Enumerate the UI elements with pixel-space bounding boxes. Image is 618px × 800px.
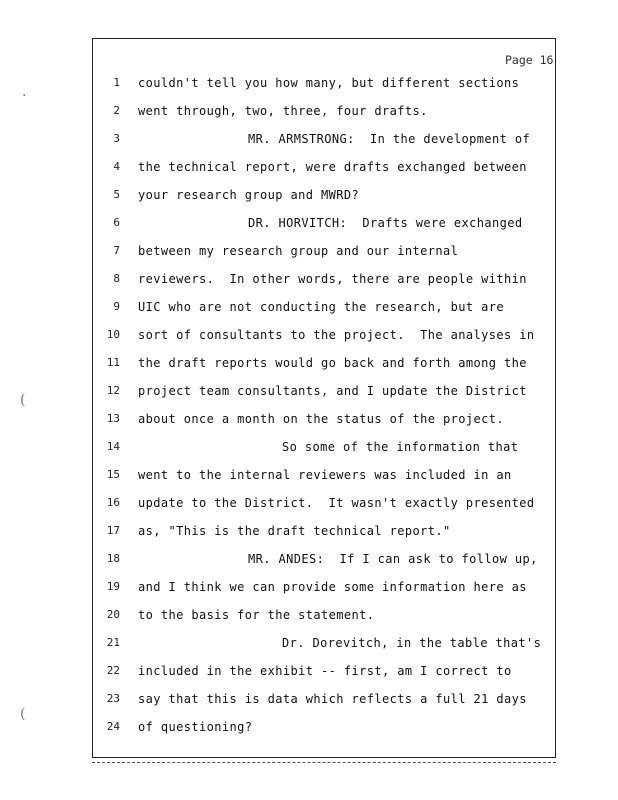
line-number: 24 bbox=[106, 720, 120, 733]
line-text: DR. HORVITCH: Drafts were exchanged bbox=[248, 216, 523, 230]
transcript-line bbox=[92, 692, 556, 718]
line-text: update to the District. It wasn't exactly presented bbox=[138, 496, 535, 510]
line-number: 22 bbox=[106, 664, 120, 677]
line-number: 1 bbox=[113, 76, 120, 89]
line-text: went to the internal reviewers was included in an bbox=[138, 468, 512, 482]
line-text: your research group and MWRD? bbox=[138, 188, 360, 202]
line-number: 5 bbox=[113, 188, 120, 201]
transcript-line bbox=[92, 496, 556, 522]
line-number: 12 bbox=[106, 384, 120, 397]
line-number: 6 bbox=[113, 216, 120, 229]
line-number: 11 bbox=[106, 356, 120, 369]
line-text: UIC who are not conducting the research, but are bbox=[138, 300, 504, 314]
transcript-line bbox=[92, 720, 556, 746]
line-number: 19 bbox=[106, 580, 120, 593]
transcript-line bbox=[92, 216, 556, 242]
transcript-line bbox=[92, 132, 556, 158]
footer-rule bbox=[92, 762, 556, 763]
line-text: to the basis for the statement. bbox=[138, 608, 375, 622]
transcript-line bbox=[92, 244, 556, 270]
transcript-line bbox=[92, 328, 556, 354]
transcript-line bbox=[92, 272, 556, 298]
transcript-line bbox=[92, 664, 556, 690]
line-text: as, "This is the draft technical report." bbox=[138, 524, 451, 538]
transcript-line bbox=[92, 160, 556, 186]
line-number: 23 bbox=[106, 692, 120, 705]
transcript-line bbox=[92, 412, 556, 438]
line-text: about once a month on the status of the project. bbox=[138, 412, 504, 426]
line-number: 7 bbox=[113, 244, 120, 257]
line-text: So some of the information that bbox=[282, 440, 519, 454]
line-text: between my research group and our internal bbox=[138, 244, 459, 258]
line-text: of questioning? bbox=[138, 720, 253, 734]
margin-mark: · bbox=[22, 88, 27, 104]
transcript-line bbox=[92, 608, 556, 634]
line-number: 17 bbox=[106, 524, 120, 537]
line-text: reviewers. In other words, there are people within bbox=[138, 272, 527, 286]
transcript-line bbox=[92, 524, 556, 550]
transcript-line bbox=[92, 356, 556, 382]
line-number: 13 bbox=[106, 412, 120, 425]
line-text: the draft reports would go back and forth among the bbox=[138, 356, 527, 370]
transcript-line bbox=[92, 636, 556, 662]
line-text: project team consultants, and I update the District bbox=[138, 384, 527, 398]
transcript-line bbox=[92, 468, 556, 494]
transcript-line bbox=[92, 188, 556, 214]
line-number: 16 bbox=[106, 496, 120, 509]
transcript-line bbox=[92, 580, 556, 606]
line-text: MR. ARMSTRONG: In the development of bbox=[248, 132, 531, 146]
transcript-line bbox=[92, 384, 556, 410]
line-number: 3 bbox=[113, 132, 120, 145]
transcript-line bbox=[92, 552, 556, 578]
page-number: Page 16 bbox=[505, 53, 554, 67]
line-text: included in the exhibit -- first, am I correct to bbox=[138, 664, 512, 678]
line-text: MR. ANDES: If I can ask to follow up, bbox=[248, 552, 538, 566]
margin-mark: ( bbox=[20, 706, 26, 722]
transcript-line bbox=[92, 440, 556, 466]
transcript-line bbox=[92, 300, 556, 326]
line-text: went through, two, three, four drafts. bbox=[138, 104, 428, 118]
line-number: 4 bbox=[113, 160, 120, 173]
line-number: 21 bbox=[106, 636, 120, 649]
line-number: 20 bbox=[106, 608, 120, 621]
line-text: the technical report, were drafts exchanged between bbox=[138, 160, 527, 174]
line-number: 14 bbox=[106, 440, 120, 453]
line-number: 10 bbox=[106, 328, 120, 341]
line-number: 9 bbox=[113, 300, 120, 313]
line-number: 18 bbox=[106, 552, 120, 565]
line-text: say that this is data which reflects a full 21 days bbox=[138, 692, 527, 706]
margin-mark: ( bbox=[20, 392, 26, 408]
transcript-line bbox=[92, 76, 556, 102]
line-text: Dr. Dorevitch, in the table that's bbox=[282, 636, 542, 650]
line-text: sort of consultants to the project. The analyses in bbox=[138, 328, 535, 342]
line-text: couldn't tell you how many, but different sections bbox=[138, 76, 520, 90]
line-number: 8 bbox=[113, 272, 120, 285]
line-number: 2 bbox=[113, 104, 120, 117]
line-text: and I think we can provide some information here as bbox=[138, 580, 527, 594]
line-number: 15 bbox=[106, 468, 120, 481]
transcript-line bbox=[92, 104, 556, 130]
